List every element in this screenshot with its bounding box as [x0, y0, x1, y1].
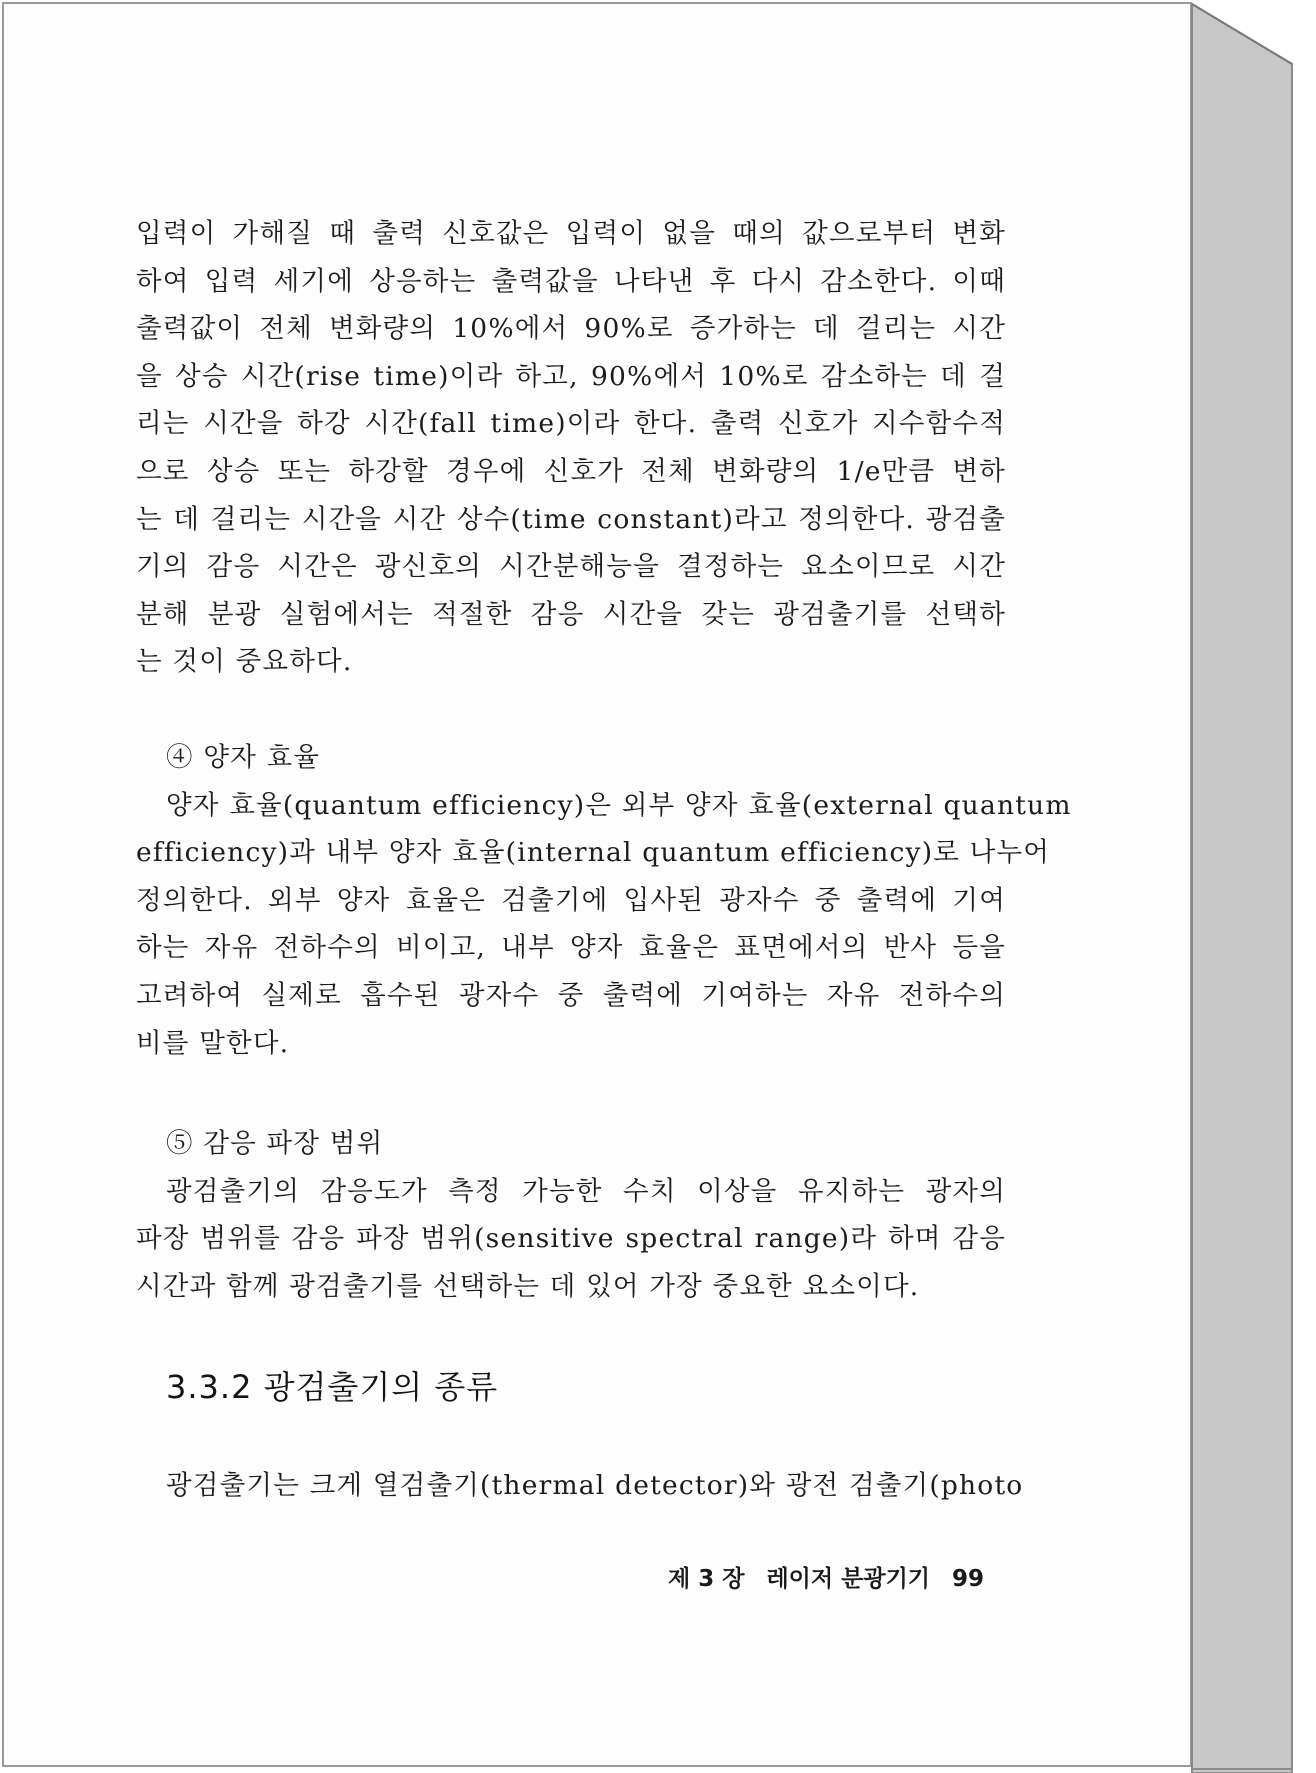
text-line: 광검출기는 크게 열검출기(thermal detector)와 광전 검출기(photo — [166, 1470, 1024, 1501]
text-line: 리는 시간을 하강 시간(fall time)이라 한다. 출력 신호가 지수함수적 — [136, 408, 1006, 440]
text-line: 을 상승 시간(rise time)이라 하고, 90%에서 10%로 감소하는 데 걸 — [136, 360, 1006, 392]
text-line: 고려하여 실제로 흡수된 광자수 중 출력에 기여하는 자유 전하수의 — [136, 979, 1006, 1011]
item-heading: ④ 양자 효율 — [166, 742, 321, 773]
text-line: 는 데 걸리는 시간을 시간 상수(time constant)라고 정의한다. 광검출 — [136, 503, 1006, 535]
text-line: efficiency)과 내부 양자 효율(internal quantum efficiency)로 나누어 — [136, 837, 1051, 869]
text-line: 양자 효율(quantum efficiency)은 외부 양자 효율(external quantum — [166, 789, 1072, 821]
paragraph-detector-types — [136, 1462, 1024, 1510]
text-line: 출력값이 전체 변화량의 10%에서 90%로 증가하는 데 걸리는 시간 — [136, 313, 1006, 345]
chapter-label: 제 3 장 — [668, 1566, 745, 1592]
text-line: 광검출기의 감응도가 측정 가능한 수치 이상을 유지하는 광자의 — [166, 1175, 1006, 1207]
section-quantum-efficiency — [136, 734, 1072, 1067]
section-spectral-range — [136, 1120, 1006, 1310]
text-line: 으로 상승 또는 하강할 경우에 신호가 전체 변화량의 1/e만큼 변하 — [136, 455, 1006, 487]
text-line: 정의한다. 외부 양자 효율은 검출기에 입사된 광자수 중 출력에 기여 — [136, 884, 1006, 916]
text-line: 파장 범위를 감응 파장 범위(sensitive spectral range)라 하며 감응 — [136, 1223, 1006, 1255]
item-heading: ⑤ 감응 파장 범위 — [166, 1128, 384, 1159]
text-line: 분해 분광 실험에서는 적절한 감응 시간을 갖는 광검출기를 선택하 — [136, 598, 1006, 630]
text-line: 입력이 가해질 때 출력 신호값은 입력이 없을 때의 값으로부터 변화 — [136, 218, 1006, 249]
text-line: 는 것이 중요하다. — [136, 646, 353, 678]
chapter-title: 레이저 분광기기 — [766, 1566, 931, 1592]
text-line: 하여 입력 세기에 상응하는 출력값을 나타낸 후 다시 감소한다. 이때 — [136, 265, 1006, 297]
section-heading: 3.3.2 광검출기의 종류 — [166, 1368, 499, 1406]
page-number: 99 — [952, 1566, 985, 1592]
text-line: 하는 자유 전하수의 비이고, 내부 양자 효율은 표면에서의 반사 등을 — [136, 932, 1006, 964]
text-line: 기의 감응 시간은 광신호의 시간분해능을 결정하는 요소이므로 시간 — [136, 551, 1006, 583]
text-line: 시간과 함께 광검출기를 선택하는 데 있어 가장 중요한 요소이다. — [136, 1270, 920, 1302]
page-footer — [668, 1560, 984, 1593]
text-line: 비를 말한다. — [136, 1027, 290, 1059]
paragraph-response-time — [136, 210, 1006, 686]
